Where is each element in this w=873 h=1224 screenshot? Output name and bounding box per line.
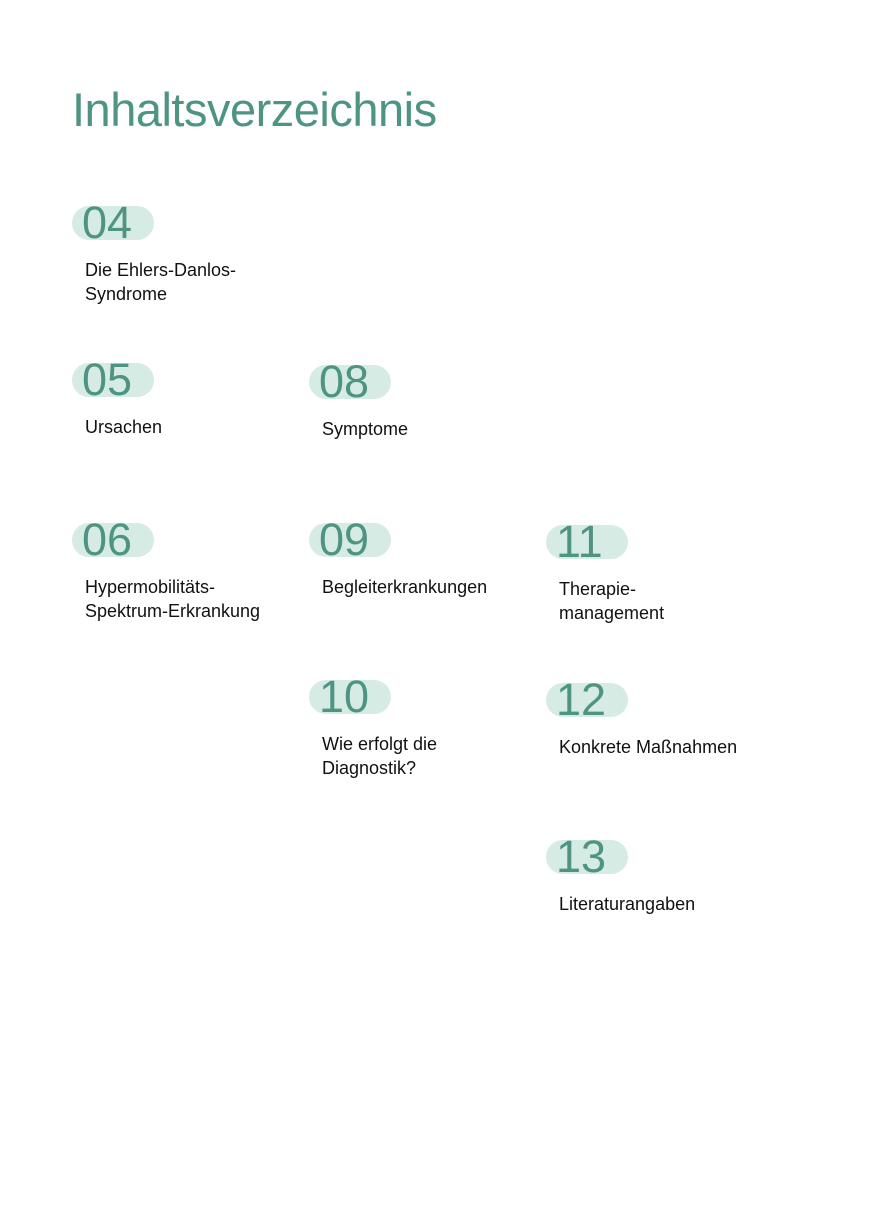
page-number-badge bbox=[546, 516, 776, 567]
page-number: 12 bbox=[556, 674, 607, 725]
toc-entry-ursachen[interactable] bbox=[72, 354, 302, 439]
page-number-badge bbox=[72, 514, 302, 565]
page-number-badge bbox=[72, 197, 302, 248]
entry-label: Symptome bbox=[322, 419, 409, 439]
page-number-badge bbox=[309, 356, 539, 407]
toc-entry-diagnostik[interactable] bbox=[309, 671, 539, 780]
page-number: 04 bbox=[82, 197, 133, 248]
entry-label: Ursachen bbox=[85, 417, 163, 437]
page-title: Inhaltsverzeichnis bbox=[72, 83, 437, 136]
page-number: 11 bbox=[556, 516, 603, 567]
page-number: 13 bbox=[556, 831, 607, 882]
page-number-badge bbox=[309, 671, 539, 722]
page-number-badge bbox=[72, 354, 302, 405]
entry-label: Konkrete Maßnahmen bbox=[559, 737, 738, 757]
entry-label: Die Ehlers-Danlos- Syndrome bbox=[85, 260, 237, 304]
entry-label: Therapie- management bbox=[559, 579, 665, 623]
toc-entry-ehlers-danlos-syndrome[interactable] bbox=[72, 197, 302, 306]
page-number: 10 bbox=[319, 671, 370, 722]
page-number-badge bbox=[309, 514, 539, 565]
page-number: 08 bbox=[319, 356, 370, 407]
entry-label: Hypermobilitäts- Spektrum-Erkrankung bbox=[85, 577, 261, 621]
page-number: 05 bbox=[82, 354, 133, 405]
toc-entry-symptome[interactable] bbox=[309, 356, 539, 441]
toc-entry-begleiterkrankungen[interactable] bbox=[309, 514, 539, 599]
toc-entry-hypermobilitaets-spektrum-erkrankung[interactable] bbox=[72, 514, 302, 623]
page-number-badge bbox=[546, 831, 776, 882]
page-number-badge bbox=[546, 674, 776, 725]
entry-label: Literaturangaben bbox=[559, 894, 696, 914]
toc-entry-konkrete-massnahmen[interactable] bbox=[546, 674, 776, 759]
entry-label: Begleiterkrankungen bbox=[322, 577, 488, 597]
page-number: 06 bbox=[82, 514, 133, 565]
toc-entry-literaturangaben[interactable] bbox=[546, 831, 776, 916]
toc-entry-therapiemanagement[interactable] bbox=[546, 516, 776, 625]
entry-label: Wie erfolgt die Diagnostik? bbox=[322, 734, 438, 778]
page-number: 09 bbox=[319, 514, 370, 565]
